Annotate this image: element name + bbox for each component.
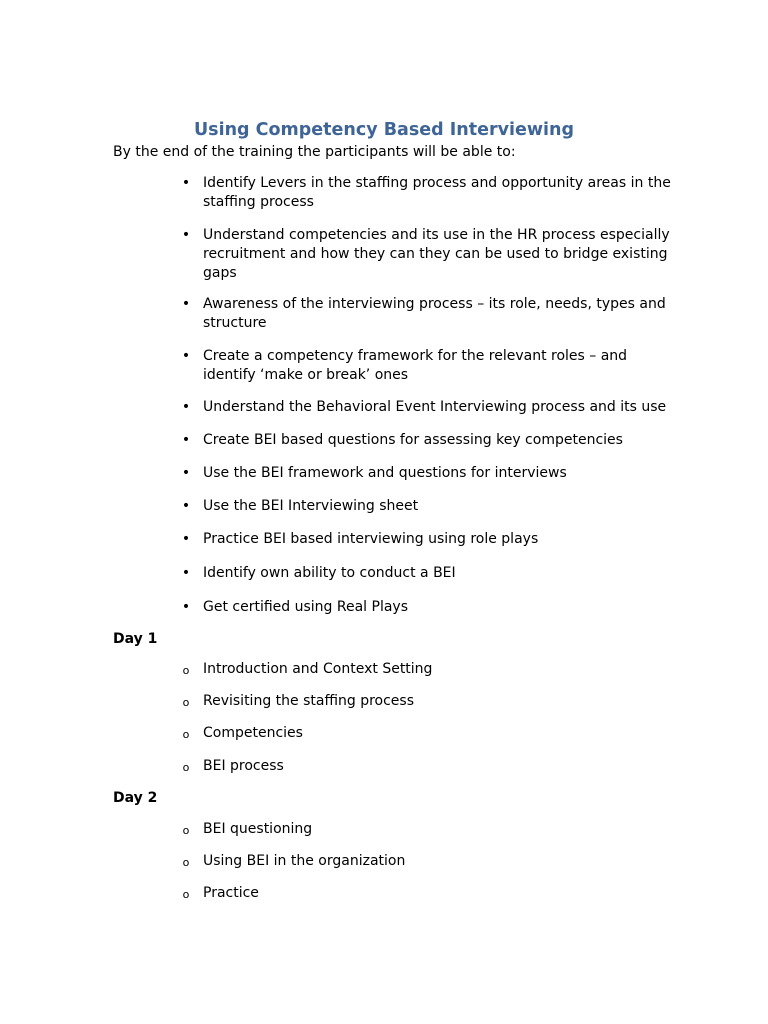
bullet-icon: • [181,296,191,312]
objective-text: Use the BEI framework and questions for interviews [203,465,567,481]
day-item-text: Revisiting the staffing process [203,693,414,709]
objective-text: Identify Levers in the staffing process and opportunity areas in the staffing process [203,175,671,210]
intro-text: By the end of the training the participants will be able to: [113,144,516,160]
day-item-text: BEI questioning [203,821,313,837]
bullet-icon: • [181,465,191,481]
circle-bullet-icon: o [182,888,190,901]
circle-bullet-icon: o [182,664,190,677]
bullet-icon: • [181,399,191,415]
bullet-icon: • [181,599,191,615]
day-2-heading: Day 2 [113,790,158,806]
circle-bullet-icon: o [182,824,190,837]
objective-text: Understand the Behavioral Event Interviewing process and its use [203,399,667,415]
objective-text: Create a competency framework for the relevant roles – and identify ‘make or break’ ones [203,348,628,383]
document-title: Using Competency Based Interviewing [193,120,575,140]
bullet-icon: • [181,498,191,514]
circle-bullet-icon: o [182,856,190,869]
objective-text: Awareness of the interviewing process – its role, needs, types and structure [203,296,666,331]
bullet-icon: • [181,432,191,448]
day-1-heading: Day 1 [113,631,158,647]
circle-bullet-icon: o [182,696,190,709]
bullet-icon: • [181,175,191,191]
day-item-text: Using BEI in the organization [203,853,406,869]
day-item-text: BEI process [203,758,284,774]
objective-text: Understand competencies and its use in the HR process especially recruitment and how they can they can be used to bridge existing gaps [203,227,670,281]
day-item-text: Competencies [203,725,303,741]
bullet-icon: • [181,227,191,243]
bullet-icon: • [181,565,191,581]
objective-text: Identify own ability to conduct a BEI [203,565,456,581]
objective-text: Practice BEI based interviewing using role plays [203,531,539,547]
circle-bullet-icon: o [182,761,190,774]
objective-text: Use the BEI Interviewing sheet [203,498,419,514]
day-item-text: Practice [203,885,259,901]
objective-text: Create BEI based questions for assessing key competencies [203,432,623,448]
bullet-icon: • [181,531,191,547]
day-item-text: Introduction and Context Setting [203,661,433,677]
objective-text: Get certified using Real Plays [203,599,409,615]
circle-bullet-icon: o [182,728,190,741]
bullet-icon: • [181,348,191,364]
